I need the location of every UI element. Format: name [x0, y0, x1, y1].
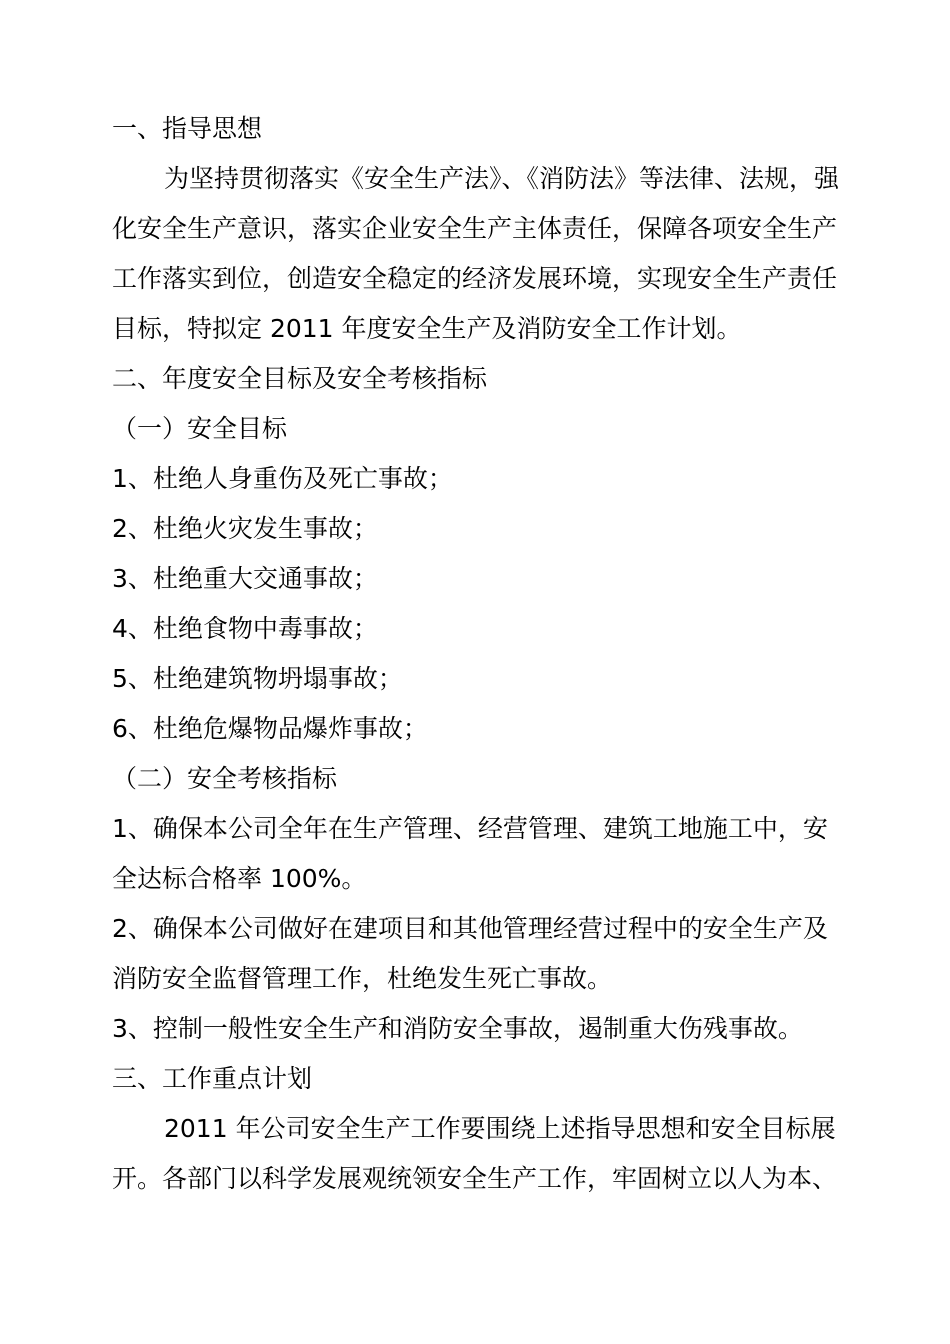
list-item: 3、杜绝重大交通事故； [112, 564, 378, 593]
list-item: 6、杜绝危爆物品爆炸事故； [112, 714, 428, 743]
list-item: 1、杜绝人身重伤及死亡事故； [112, 464, 453, 493]
list-item-continuation: 消防安全监督管理工作，杜绝发生死亡事故。 [112, 964, 613, 993]
subheading-assessment-indicators: （二）安全考核指标 [112, 764, 338, 793]
heading-work-plan: 三、工作重点计划 [112, 1064, 313, 1093]
heading-annual-targets: 二、年度安全目标及安全考核指标 [112, 364, 488, 393]
list-item-continuation: 全达标合格率 100%。 [112, 864, 367, 893]
list-item: 4、杜绝食物中毒事故； [112, 614, 378, 643]
list-item: 3、控制一般性安全生产和消防安全事故，遏制重大伤残事故。 [112, 1014, 803, 1043]
subheading-safety-targets: （一）安全目标 [112, 414, 288, 443]
list-item: 1、确保本公司全年在生产管理、经营管理、建筑工地施工中，安 [112, 814, 828, 843]
document-body [112, 104, 844, 1204]
paragraph-line: 为坚持贯彻落实《安全生产法》、《消防法》等法律、法规，强 [164, 164, 840, 193]
list-item: 2、确保本公司做好在建项目和其他管理经营过程中的安全生产及 [112, 914, 828, 943]
paragraph-line: 开。各部门以科学发展观统领安全生产工作，牢固树立以人为本、 [112, 1164, 838, 1193]
list-item: 2、杜绝火灾发生事故； [112, 514, 378, 543]
paragraph-line: 工作落实到位，创造安全稳定的经济发展环境，实现安全生产责任 [112, 264, 838, 293]
paragraph-line: 目标，特拟定 2011 年度安全生产及消防安全工作计划。 [112, 314, 742, 343]
heading-guiding-ideology: 一、指导思想 [112, 114, 263, 143]
paragraph-line: 化安全生产意识，落实企业安全生产主体责任，保障各项安全生产 [112, 214, 838, 243]
list-item: 5、杜绝建筑物坍塌事故； [112, 664, 403, 693]
paragraph-line: 2011 年公司安全生产工作要围绕上述指导思想和安全目标展 [164, 1114, 836, 1143]
